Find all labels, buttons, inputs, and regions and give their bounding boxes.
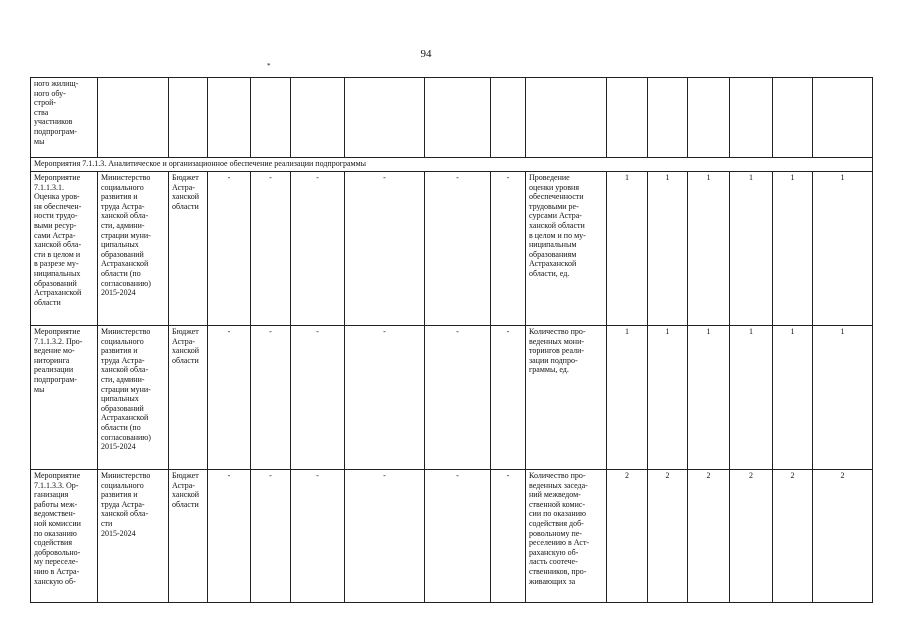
target-cell: 2	[730, 470, 773, 603]
target-cell: 1	[607, 326, 648, 470]
funding-cell: -	[345, 470, 425, 603]
funding-cell: -	[491, 326, 526, 470]
target-cell: 2	[773, 470, 813, 603]
target-cell: 1	[730, 326, 773, 470]
table-row	[31, 78, 873, 158]
indicator-cell: Количество про- веденных мони- торингов реали- зации подпро- граммы, ед.	[526, 326, 607, 470]
funding-cell: -	[208, 470, 251, 603]
target-cell: 2	[688, 470, 730, 603]
funding-cell: -	[425, 172, 491, 326]
measure-cell: Мероприятие 7.1.1.3.3. Ор- ганизация работы меж- ведомствен- ной комиссии по оказанию содействия добровольно- му переселе- нию в Астра- ханскую об-	[31, 470, 98, 603]
measure-cell: Мероприятие 7.1.1.3.2. Про- ведение мо- ниторинга реализации подпрограм- мы	[31, 326, 98, 470]
table-row	[31, 172, 873, 326]
funding-cell: -	[251, 326, 291, 470]
funding-cell: -	[425, 470, 491, 603]
source-cell: Бюджет Астра- ханской области	[169, 326, 208, 470]
target-cell: 1	[688, 172, 730, 326]
table-row	[31, 470, 873, 603]
funding-cell: -	[291, 470, 345, 603]
target-cell: 1	[813, 326, 873, 470]
funding-cell: -	[251, 470, 291, 603]
source-cell: Бюджет Астра- ханской области	[169, 172, 208, 326]
source-cell: Бюджет Астра- ханской области	[169, 470, 208, 603]
funding-cell: -	[208, 172, 251, 326]
target-cell: 1	[688, 326, 730, 470]
target-cell: 1	[813, 172, 873, 326]
target-cell: 1	[648, 172, 688, 326]
indicator-cell: Количество про- веденных заседа- ний межведом- ственной комис- сии по оказанию содействия доб- ровольному пе- реселению в Аст- раханскую об- ласть соотече- ственников, про- живающих за	[526, 470, 607, 603]
executor-cell: Министерство социального развития и труда Астра- ханской обла- сти, админи- страции муни- ципальных образований Астраханской области (по согласованию) 2015-2024	[98, 172, 169, 326]
target-cell: 2	[813, 470, 873, 603]
funding-cell: -	[251, 172, 291, 326]
target-cell: 1	[773, 172, 813, 326]
funding-cell: -	[345, 326, 425, 470]
funding-cell: -	[491, 470, 526, 603]
funding-cell: -	[425, 326, 491, 470]
target-cell: 2	[648, 470, 688, 603]
target-cell: 1	[648, 326, 688, 470]
funding-cell: -	[345, 172, 425, 326]
funding-cell: -	[291, 326, 345, 470]
executor-cell: Министерство социального развития и труда Астра- ханской обла- сти 2015-2024	[98, 470, 169, 603]
page-number: 94	[420, 48, 432, 60]
measure-cell: Мероприятие 7.1.1.3.1. Оценка уров- ня обеспечен- ности трудо- выми ресур- сами Астра- ханской обла- сти в целом и в разрезе му- ниципальных образований Астраханской области	[31, 172, 98, 326]
target-cell: 1	[607, 172, 648, 326]
funding-cell: -	[208, 326, 251, 470]
measure-cell: ного жилищ- ного обу- строй- ства участников подпрограм- мы	[31, 78, 98, 158]
program-table	[30, 77, 873, 603]
target-cell: 2	[607, 470, 648, 603]
table-row	[31, 326, 873, 470]
indicator-cell: Проведение оценки уровня обеспеченности трудовыми ре- сурсами Астра- ханской области в целом и по му- ниципальным образованиям Астраханской области, ед.	[526, 172, 607, 326]
section-header-row	[31, 158, 873, 172]
stray-mark: *	[267, 62, 271, 70]
funding-cell: -	[491, 172, 526, 326]
target-cell: 1	[730, 172, 773, 326]
executor-cell: Министерство социального развития и труда Астра- ханской обла- сти, админи- страции муни- ципальных образований Астраханской области (по согласованию) 2015-2024	[98, 326, 169, 470]
section-header: Мероприятия 7.1.1.3. Аналитическое и организационное обеспечение реализации подпрограммы	[31, 158, 873, 172]
target-cell: 1	[773, 326, 813, 470]
funding-cell: -	[291, 172, 345, 326]
